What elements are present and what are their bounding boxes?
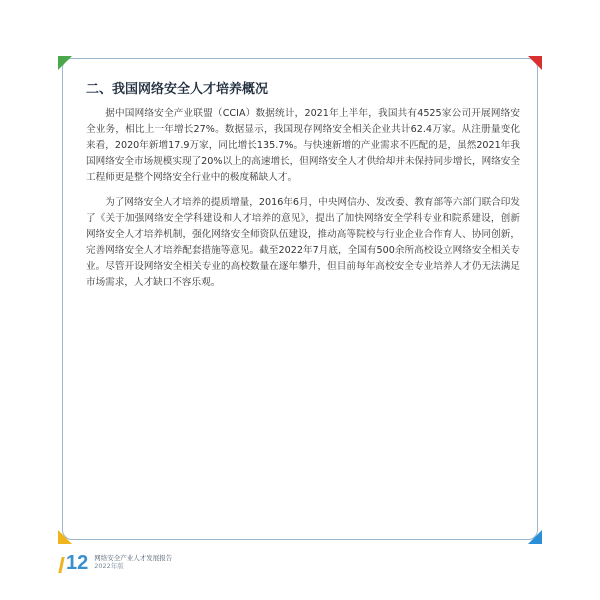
report-edition: 2022年版 [94, 562, 124, 570]
section-title: 二、我国网络安全人才培养概况 [86, 82, 269, 97]
footer-text [94, 554, 172, 570]
page-number-accent [58, 557, 64, 573]
corner-accent-bottom-left [58, 530, 72, 544]
corner-accent-top-right [528, 56, 542, 70]
page-number: 12 [66, 552, 89, 574]
paragraph-2: 为了网络安全人才培养的提质增量，2016年6月，中央网信办、发改委、教育部等六部门联合印发了《关于加强网络安全学科建设和人才培养的意见》，提出了加快网络安全学科专业和院系建设，创新网络安全人才培养机制，强化网络安全师资队伍建设，推动高等院校与行业企业合作育人、协同创新，完善网络安全人才培养配套措施等意见。截至2022年7月底，全国有500余所高校设立网络安全相关专业。尽管开设网络安全相关专业的高校数量在逐年攀升，但目前每年高校安全专业培养人才仍无法满足市场需求，人才缺口不容乐观。 [86, 197, 520, 288]
corner-accent-top-left [58, 56, 72, 70]
page-content [86, 80, 520, 300]
page-footer [60, 550, 172, 574]
page-number-block [60, 551, 88, 573]
corner-accent-bottom-right [528, 530, 542, 544]
paragraph-1: 据中国网络安全产业联盟（CCIA）数据统计，2021年上半年，我国共有4525家公司开展网络安全业务，相比上一年增长27%。数据显示，我国现存网络安全相关企业共计62.4万家。从注册量变化来看，2020年新增17.9万家，同比增长135.7%。与快速新增的产业需求不匹配的是，虽然2021年我国网络安全市场规模实现了20%以上的高速增长，但网络安全人才供给却并未保持同步增长，网络安全工程师更是整个网络安全行业中的极度稀缺人才。 [86, 108, 520, 183]
report-title: 网络安全产业人才发展报告 [94, 554, 173, 562]
